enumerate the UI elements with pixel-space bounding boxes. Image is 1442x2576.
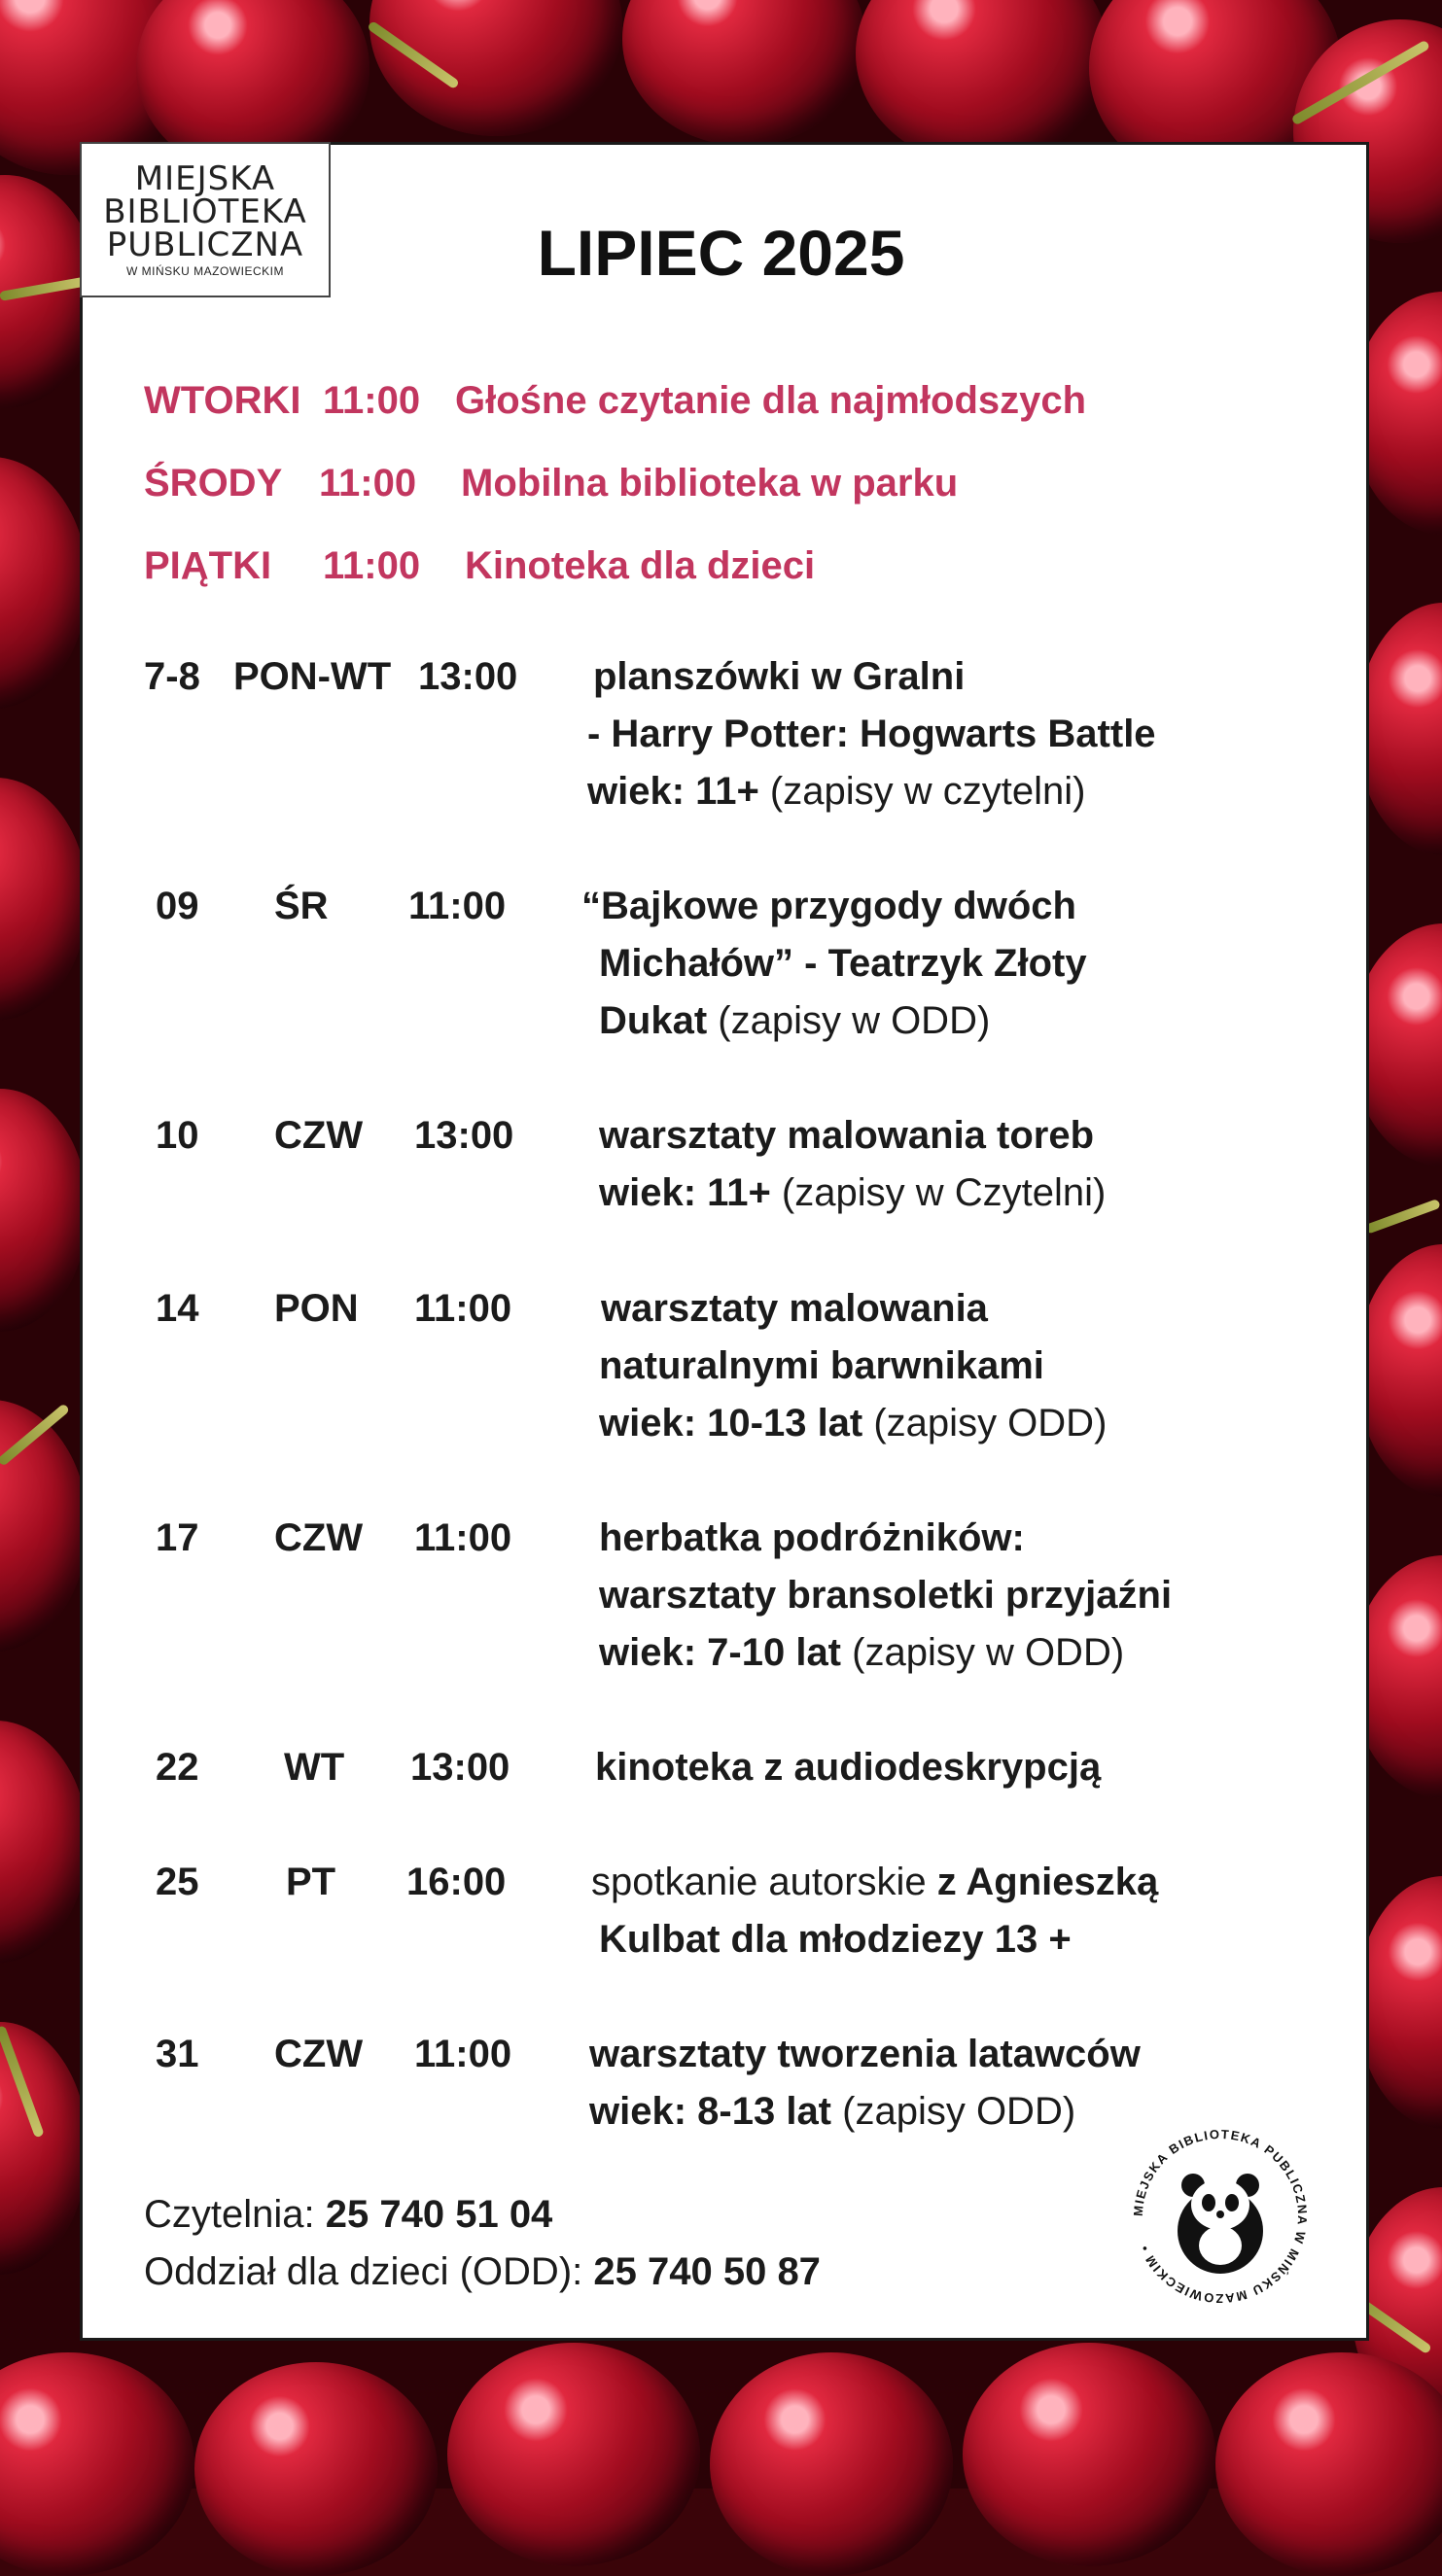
contact-phone: 25 740 50 87 bbox=[593, 2250, 821, 2293]
page-title bbox=[0, 216, 1442, 290]
weekly-day: WTORKI bbox=[144, 379, 301, 422]
weekly-time: 11:00 bbox=[323, 379, 421, 422]
cherry bbox=[710, 2352, 953, 2576]
event-type: spotkanie autorskie bbox=[591, 1861, 937, 1903]
weekly-title: Mobilna biblioteka w parku bbox=[461, 462, 959, 505]
event-signup: (zapisy ODD) bbox=[831, 2090, 1076, 2133]
event-signup: (zapisy w czytelni) bbox=[758, 770, 1086, 813]
event-signup: (zapisy w Czytelni) bbox=[770, 1171, 1107, 1214]
event-line bbox=[591, 1861, 1158, 1904]
event-date: 31 bbox=[156, 2033, 199, 2075]
event-line: herbatka podróżników: bbox=[599, 1516, 1025, 1559]
event-date: 14 bbox=[156, 1287, 199, 1330]
event-line bbox=[599, 1171, 1106, 1215]
event-date: 22 bbox=[156, 1746, 199, 1789]
event-line: kinoteka z audiodeskrypcją bbox=[595, 1746, 1102, 1789]
event-date: 10 bbox=[156, 1114, 199, 1157]
event-time: 11:00 bbox=[414, 1516, 512, 1559]
contact-czytelnia bbox=[144, 2193, 552, 2237]
event-time: 13:00 bbox=[418, 655, 518, 698]
weekly-title: Głośne czytanie dla najmłodszych bbox=[455, 379, 1087, 422]
cherry bbox=[1215, 2352, 1442, 2576]
logo-line-1: MIEJSKA bbox=[134, 159, 276, 198]
event-day: ŚR bbox=[274, 885, 329, 927]
page-title-text: LIPIEC 2025 bbox=[537, 217, 905, 289]
cherry bbox=[0, 1400, 88, 1653]
event-signup: (zapisy w ODD) bbox=[841, 1631, 1125, 1674]
event-line: Michałów” - Teatrzyk Złoty bbox=[599, 942, 1087, 985]
cherry bbox=[622, 0, 865, 146]
cherry-stem bbox=[1364, 1199, 1441, 1235]
event-line: naturalnymi barwnikami bbox=[599, 1344, 1044, 1387]
contact-label: Oddział dla dzieci (ODD): bbox=[144, 2250, 594, 2293]
event-performer: Dukat bbox=[599, 999, 708, 1042]
event-time: 11:00 bbox=[408, 885, 507, 927]
logo-subtitle: W MIŃSKU MAZOWIECKIM bbox=[126, 264, 284, 278]
seal-text-path: MIEJSKA BIBLIOTEKA PUBLICZNA W MIŃSKU MAZOWIECKIM • bbox=[1130, 2126, 1311, 2307]
event-day: CZW bbox=[274, 1114, 364, 1157]
event-age: wiek: 7-10 lat bbox=[599, 1631, 842, 1674]
panda-icon bbox=[1178, 2174, 1263, 2274]
weekly-day: ŚRODY bbox=[144, 462, 283, 505]
contact-odd bbox=[144, 2250, 821, 2294]
event-line: - Harry Potter: Hogwarts Battle bbox=[587, 713, 1156, 755]
weekly-day: PIĄTKI bbox=[144, 544, 272, 587]
event-line: planszówki w Gralni bbox=[593, 655, 966, 698]
cherry bbox=[0, 1089, 88, 1332]
event-day: CZW bbox=[274, 1516, 364, 1559]
event-time: 11:00 bbox=[414, 1287, 512, 1330]
weekly-time: 11:00 bbox=[319, 462, 417, 505]
library-seal bbox=[1123, 2119, 1318, 2314]
event-day: CZW bbox=[274, 2033, 364, 2075]
contact-label: Czytelnia: bbox=[144, 2193, 326, 2236]
event-age: wiek: 11+ bbox=[599, 1171, 771, 1214]
weekly-time: 11:00 bbox=[323, 544, 421, 587]
event-date: 17 bbox=[156, 1516, 199, 1559]
event-line: warsztaty bransoletki przyjaźni bbox=[599, 1574, 1173, 1617]
event-time: 13:00 bbox=[410, 1746, 510, 1789]
event-date: 25 bbox=[156, 1861, 199, 1903]
event-signup: (zapisy w ODD) bbox=[707, 999, 991, 1042]
cherry bbox=[1356, 1876, 1442, 2129]
event-line: Kulbat dla młodziezy 13 + bbox=[599, 1918, 1072, 1961]
event-author: z Agnieszką bbox=[936, 1861, 1159, 1903]
event-time: 11:00 bbox=[414, 2033, 512, 2075]
cherry bbox=[0, 778, 88, 1021]
event-age: wiek: 10-13 lat bbox=[599, 1402, 863, 1445]
event-day: PON bbox=[274, 1287, 359, 1330]
event-signup: (zapisy ODD) bbox=[862, 1402, 1108, 1445]
cherry bbox=[1356, 603, 1442, 855]
event-line: “Bajkowe przygody dwóch bbox=[581, 885, 1076, 927]
event-line bbox=[599, 1631, 1124, 1675]
cherry bbox=[1356, 1244, 1442, 1497]
event-line bbox=[599, 999, 990, 1043]
cherry bbox=[0, 1721, 88, 1964]
weekly-title: Kinoteka dla dzieci bbox=[465, 544, 816, 587]
logo-line-2: BIBLIOTEKA bbox=[103, 192, 307, 231]
cherry bbox=[369, 0, 622, 136]
event-date: 7-8 bbox=[144, 655, 200, 698]
cherry bbox=[194, 2362, 438, 2576]
cherry bbox=[0, 457, 88, 710]
cherry bbox=[963, 2343, 1215, 2566]
event-day: WT bbox=[284, 1746, 345, 1789]
event-day: PON-WT bbox=[233, 655, 392, 698]
event-age: wiek: 8-13 lat bbox=[589, 2090, 832, 2133]
cherry bbox=[0, 2352, 194, 2576]
event-line bbox=[589, 2090, 1075, 2134]
contact-phone: 25 740 51 04 bbox=[325, 2193, 553, 2236]
event-time: 16:00 bbox=[406, 1861, 507, 1903]
event-line: warsztaty malowania toreb bbox=[599, 1114, 1095, 1157]
event-line bbox=[599, 1402, 1107, 1445]
event-line: warsztaty malowania bbox=[601, 1287, 988, 1330]
cherry bbox=[856, 0, 1108, 165]
event-line bbox=[587, 770, 1085, 814]
event-time: 13:00 bbox=[414, 1114, 514, 1157]
cherry bbox=[447, 2343, 700, 2566]
event-age: wiek: 11+ bbox=[587, 770, 759, 813]
event-date: 09 bbox=[156, 885, 199, 927]
logo-line-3: PUBLICZNA bbox=[106, 226, 304, 264]
event-line: warsztaty tworzenia latawców bbox=[589, 2033, 1141, 2075]
event-day: PT bbox=[286, 1861, 336, 1903]
